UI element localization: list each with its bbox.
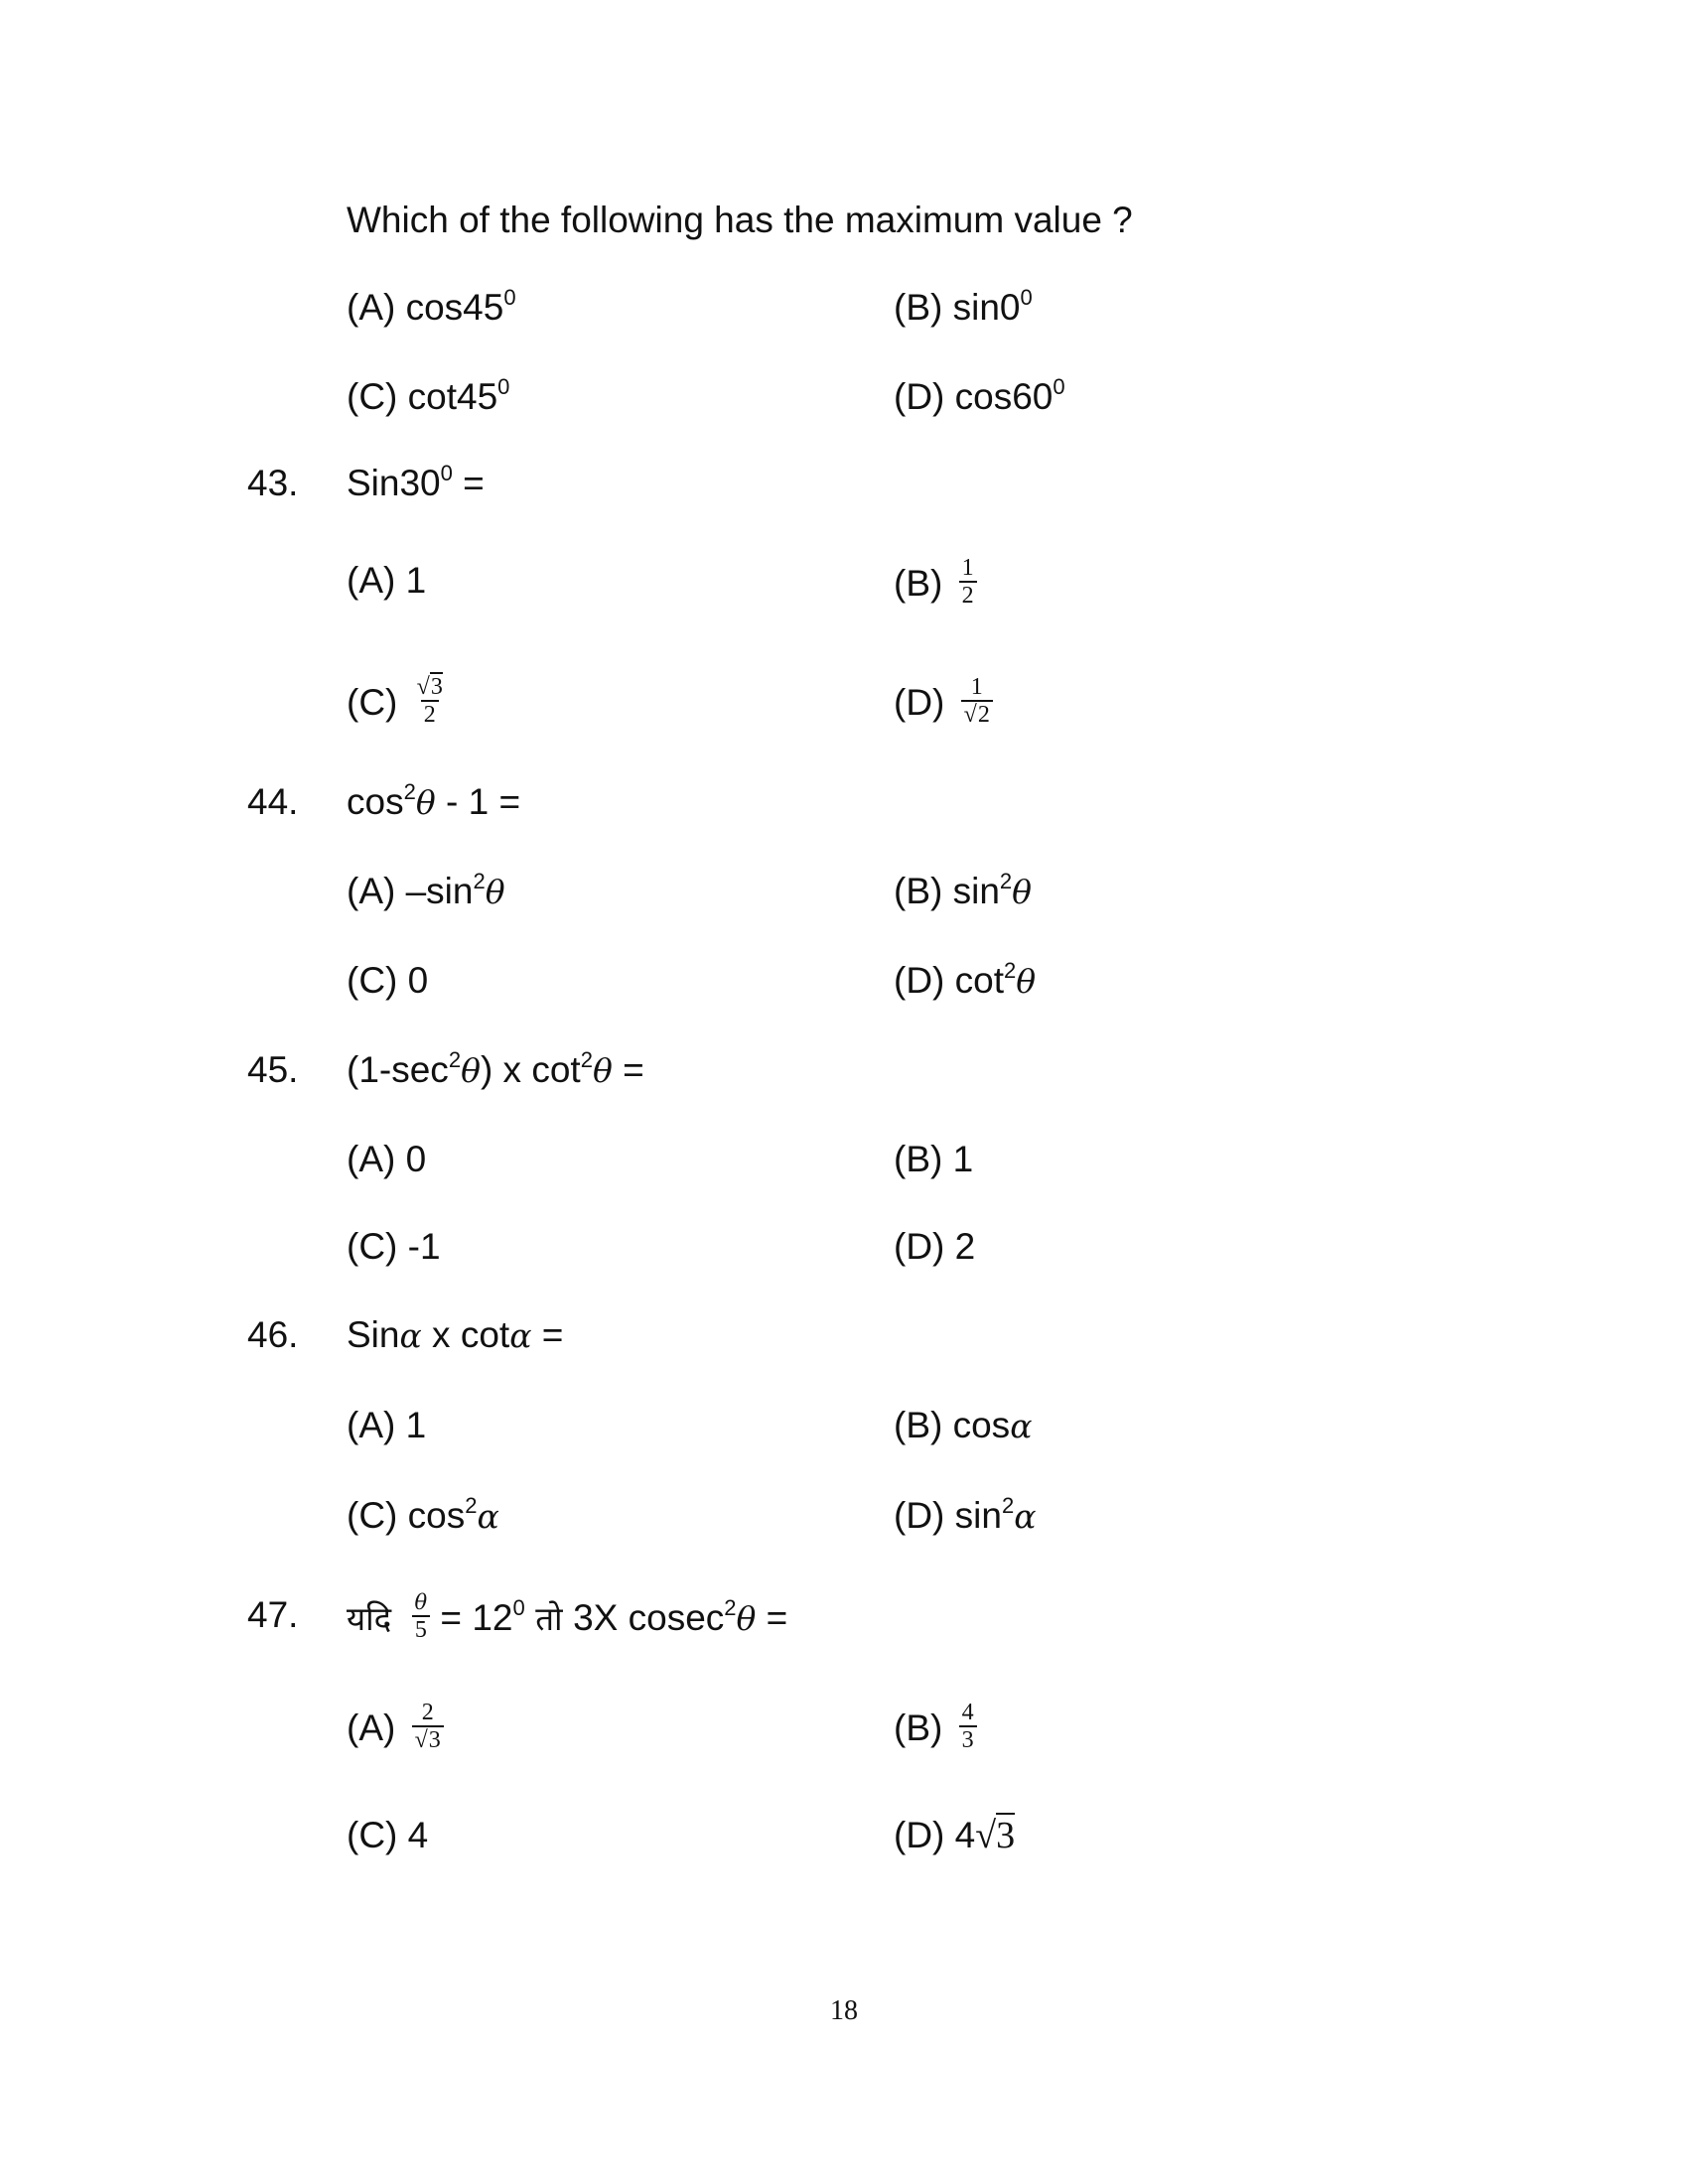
option-a: (A) $\frac{2}{√3}$	[347, 1704, 444, 1757]
option-d: (D) $\cot^2\theta$	[894, 958, 1037, 1001]
option-c: (C) -1	[347, 1226, 441, 1267]
option-d: (D) $\cos 60^0$	[894, 374, 1065, 417]
question-number: 43.	[247, 463, 299, 503]
question-text: $Sin30^0$ =	[347, 461, 485, 503]
option-d: (D) $\frac{1}{√2}$	[894, 678, 993, 732]
option-a: (A) 1	[347, 1405, 427, 1445]
option-a: (A) 0	[347, 1139, 427, 1179]
option-b: (B) $\frac{1}{2}$	[894, 559, 977, 613]
square-root: √3	[975, 1815, 1016, 1856]
option-b: (B) cosα	[894, 1405, 1033, 1445]
option-d: (D) $\sin^2\alpha$	[894, 1493, 1037, 1536]
option-b: (B) $\sin^2\theta$	[894, 869, 1033, 911]
question-number: 47.	[247, 1594, 299, 1635]
option-c: (C) $\frac{√3}{2}$	[347, 678, 446, 732]
option-b: (B) 1	[894, 1139, 974, 1179]
fraction: $\frac{2}{√3}$	[412, 1700, 444, 1753]
option-c: (C) $\cot 45^0$	[347, 374, 510, 417]
option-c: (C) 4	[347, 1815, 429, 1855]
option-b: (B) $\sin 0^0$	[894, 285, 1033, 328]
option-a: (A) $\cos 45^0$	[347, 285, 516, 328]
page-number: 18	[830, 1995, 858, 2026]
question-text: $(1-\sec^2\theta)$ x $\cot^2\theta$ =	[347, 1047, 644, 1090]
question-text: $\cos^2\theta - 1$ =	[347, 779, 521, 822]
question-text: यदि $\frac{\theta}{5}$ = $12^0$ तो 3X cosec$^2$θ =	[347, 1590, 788, 1643]
option-c: (C) 0	[347, 960, 429, 1001]
question-text: Sinα x cotα =	[347, 1314, 564, 1355]
question-number: 44.	[247, 781, 299, 822]
option-a: (A) 1	[347, 560, 427, 601]
option-b: (B) $\frac{4}{3}$	[894, 1704, 977, 1757]
fraction: $\frac{4}{3}$	[959, 1700, 977, 1753]
option-a: (A) $-\sin^2\theta$	[347, 869, 505, 911]
option-d: (D) 4√3	[894, 1815, 1016, 1856]
fraction: $\frac{\theta}{5}$	[412, 1589, 431, 1643]
fraction: $\frac{1}{√2}$	[961, 674, 993, 728]
option-d: (D) 2	[894, 1226, 976, 1267]
question-number: 46.	[247, 1314, 299, 1355]
question-text: Which of the following has the maximum value ?	[347, 200, 1133, 240]
question-number: 45.	[247, 1049, 299, 1090]
fraction: $\frac{1}{2}$	[959, 555, 977, 609]
fraction: $\frac{√3}{2}$	[416, 674, 443, 728]
option-c: (C) $\cos^2\alpha$	[347, 1493, 499, 1536]
